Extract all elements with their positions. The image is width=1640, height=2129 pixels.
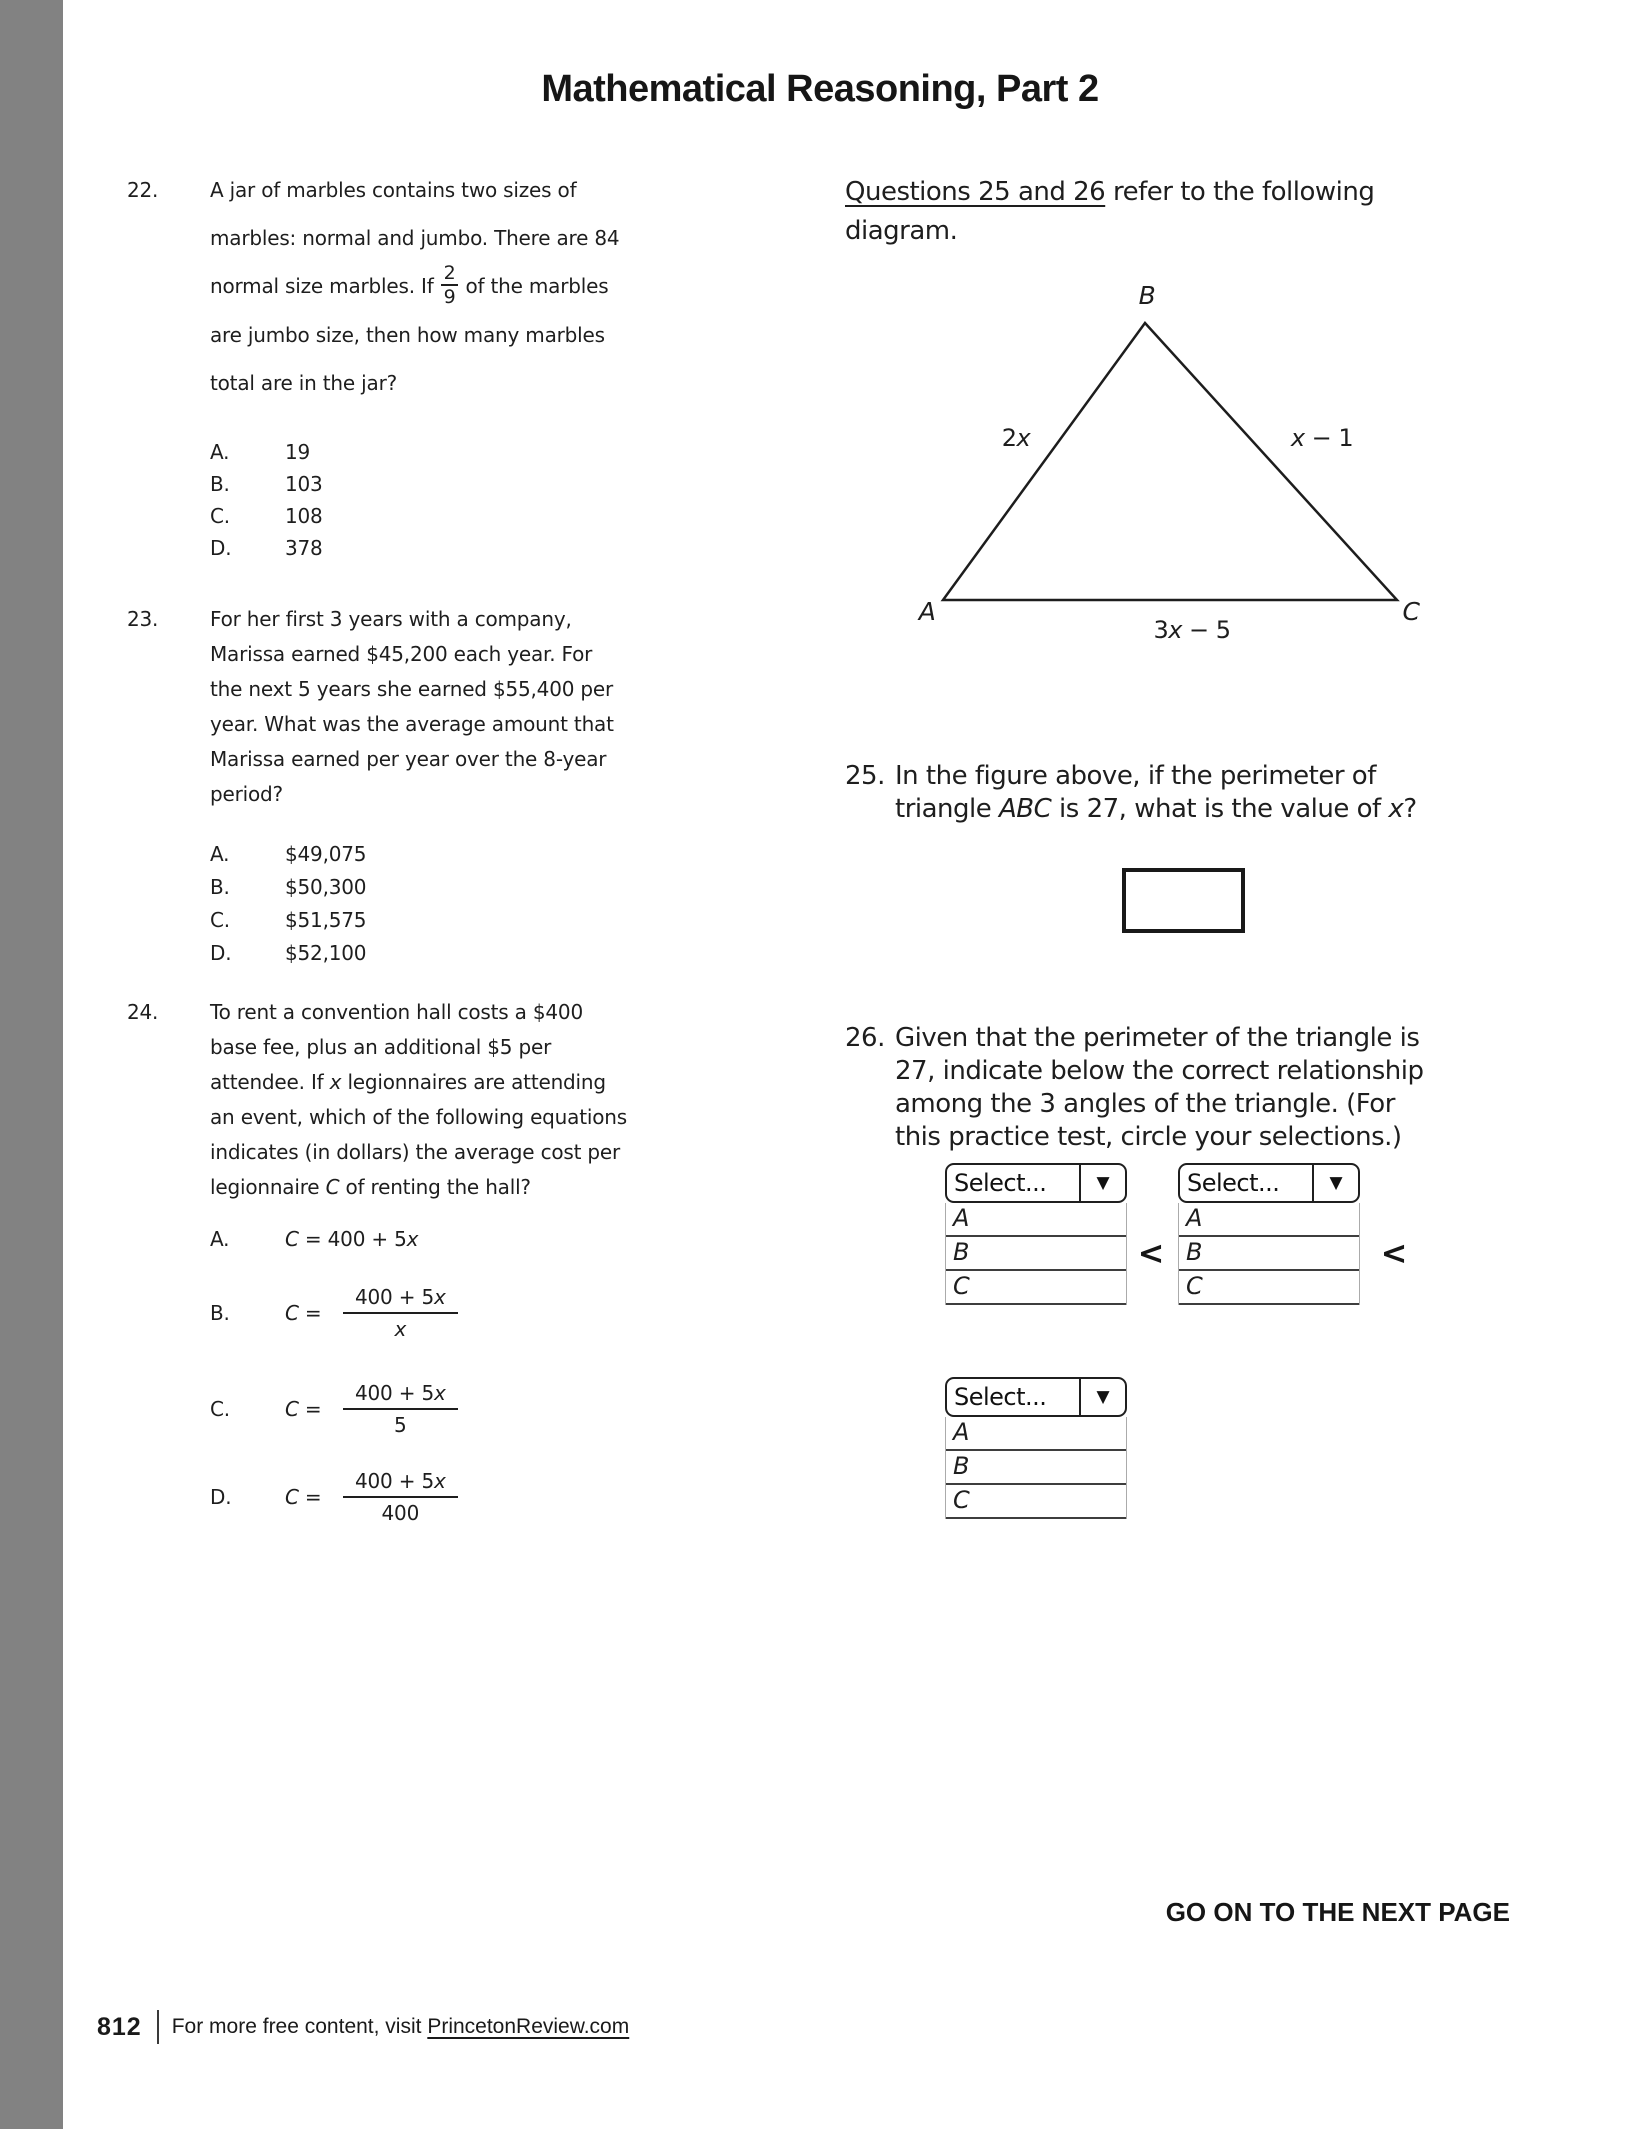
question-text-line: Marissa earned per year over the 8-year bbox=[210, 747, 607, 771]
equation-lead: C = bbox=[285, 1397, 322, 1421]
dropdown-button[interactable] bbox=[1079, 1379, 1125, 1415]
vertex-label-b: B bbox=[1138, 281, 1156, 310]
choice-letter: D. bbox=[210, 941, 232, 965]
question-text-line: legionnaire C of renting the hall? bbox=[210, 1175, 531, 1199]
choice-value: 103 bbox=[285, 472, 323, 496]
fraction-denominator: x bbox=[394, 1317, 407, 1341]
choice-fraction bbox=[343, 1378, 458, 1440]
question-23-text bbox=[210, 602, 614, 812]
choice-row bbox=[210, 937, 366, 970]
choice-fraction bbox=[343, 1282, 458, 1344]
vertex-label-a: A bbox=[918, 597, 936, 626]
choice-row bbox=[210, 1376, 458, 1442]
triangle-outline bbox=[943, 323, 1397, 600]
fraction-numerator: 400 + 5x bbox=[343, 1466, 458, 1498]
less-than-sign: < bbox=[1380, 1234, 1408, 1272]
question-26-text bbox=[895, 1022, 1423, 1154]
dropdown-placeholder: Select... bbox=[954, 1169, 1047, 1197]
question-text-line: marbles: normal and jumbo. There are 84 bbox=[210, 226, 620, 250]
question-text-line: In the figure above, if the perimeter of bbox=[895, 761, 1376, 791]
question-text-line: For her first 3 years with a company, bbox=[210, 607, 572, 631]
choice-value: 378 bbox=[285, 536, 323, 560]
caret-down-icon: ▼ bbox=[1329, 1173, 1343, 1193]
equation-lead: C = bbox=[285, 1485, 322, 1509]
page-number: 812 bbox=[97, 2012, 142, 2041]
fraction-numerator: 400 + 5x bbox=[343, 1282, 458, 1314]
choice-row bbox=[210, 838, 366, 871]
choice-letter: A. bbox=[210, 1227, 230, 1251]
triangle-diagram bbox=[900, 275, 1440, 665]
dropdown-option-list-1 bbox=[945, 1203, 1127, 1305]
dropdown-option[interactable]: C bbox=[946, 1271, 1126, 1305]
angle-select-dropdown-1[interactable] bbox=[945, 1163, 1127, 1203]
choice-letter: C. bbox=[210, 504, 230, 528]
fraction-denominator: 5 bbox=[394, 1413, 407, 1437]
question-text-line: Marissa earned $45,200 each year. For bbox=[210, 642, 593, 666]
side-label-ac: 3x − 5 bbox=[1153, 616, 1231, 644]
question-24-text bbox=[210, 995, 627, 1205]
question-text-line: this practice test, circle your selections.) bbox=[895, 1122, 1402, 1152]
choice-letter: A. bbox=[210, 440, 230, 464]
dropdown-placeholder: Select... bbox=[954, 1383, 1047, 1411]
choice-letter: C. bbox=[210, 908, 230, 932]
choice-row bbox=[210, 532, 323, 564]
dropdown-option-list-3 bbox=[945, 1417, 1127, 1519]
question-text-line: To rent a convention hall costs a $400 bbox=[210, 1000, 583, 1024]
fraction-two-ninths bbox=[441, 262, 459, 308]
question-24-number: 24. bbox=[127, 1000, 159, 1024]
choice-row bbox=[210, 871, 366, 904]
choice-row bbox=[210, 1464, 458, 1530]
choice-row bbox=[210, 1222, 418, 1257]
choice-letter: B. bbox=[210, 472, 230, 496]
question-text-line: normal size marbles. If $\frac{2}{9}$ of the marbles bbox=[210, 261, 609, 308]
dropdown-option[interactable]: B bbox=[946, 1237, 1126, 1271]
question-22-number: 22. bbox=[127, 178, 159, 202]
side-label-ab: 2x bbox=[1001, 424, 1031, 452]
side-label-bc: x − 1 bbox=[1290, 424, 1354, 452]
dropdown-button[interactable] bbox=[1312, 1165, 1358, 1201]
choice-letter: D. bbox=[210, 536, 232, 560]
choice-letter: B. bbox=[210, 875, 230, 899]
answer-input-box[interactable] bbox=[1122, 868, 1245, 933]
diagram-reference-heading bbox=[845, 173, 1374, 251]
footer-divider bbox=[157, 2010, 159, 2044]
choice-value: 19 bbox=[285, 440, 311, 464]
dropdown-option-list-2 bbox=[1178, 1203, 1360, 1305]
question-text-line: total are in the jar? bbox=[210, 370, 398, 395]
vertex-label-c: C bbox=[1402, 597, 1420, 626]
choice-value: $50,300 bbox=[285, 875, 367, 899]
question-text-line: year. What was the average amount that bbox=[210, 712, 614, 736]
fraction-denominator: 400 bbox=[381, 1501, 420, 1525]
question-text-line: the next 5 years she earned $55,400 per bbox=[210, 677, 614, 701]
choice-value: $51,575 bbox=[285, 908, 367, 932]
question-25-number: 25. bbox=[845, 761, 885, 791]
choice-fraction bbox=[343, 1466, 458, 1528]
dropdown-option[interactable]: B bbox=[946, 1451, 1126, 1485]
dropdown-option[interactable]: B bbox=[1179, 1237, 1359, 1271]
choice-value: $52,100 bbox=[285, 941, 367, 965]
question-text-line: A jar of marbles contains two sizes of bbox=[210, 178, 577, 202]
question-23-choices bbox=[210, 838, 366, 970]
choice-row bbox=[210, 500, 323, 532]
choice-row bbox=[210, 468, 323, 500]
question-text-line: Given that the perimeter of the triangle is bbox=[895, 1023, 1420, 1053]
question-26-number: 26. bbox=[845, 1023, 885, 1053]
fraction-denominator: 9 bbox=[443, 285, 456, 308]
question-25-text bbox=[895, 760, 1417, 826]
choice-letter: D. bbox=[210, 1485, 232, 1509]
equation-lead: C = bbox=[285, 1301, 322, 1325]
fraction-numerator: 2 bbox=[441, 262, 459, 286]
dropdown-option[interactable]: A bbox=[946, 1203, 1126, 1237]
caret-down-icon: ▼ bbox=[1096, 1387, 1110, 1407]
choice-value: 108 bbox=[285, 504, 323, 528]
question-22-choices bbox=[210, 436, 323, 564]
page-footer bbox=[97, 2010, 629, 2044]
question-text-line: triangle ABC is 27, what is the value of x? bbox=[895, 794, 1417, 824]
dropdown-option[interactable]: C bbox=[1179, 1271, 1359, 1305]
question-text-line: 27, indicate below the correct relationship bbox=[895, 1056, 1424, 1086]
choice-row bbox=[210, 436, 323, 468]
fraction-numerator: 400 + 5x bbox=[343, 1378, 458, 1410]
question-text-line: an event, which of the following equations bbox=[210, 1105, 627, 1129]
question-23-number: 23. bbox=[127, 607, 159, 631]
question-text-line: period? bbox=[210, 782, 283, 806]
dropdown-option[interactable]: C bbox=[946, 1485, 1126, 1519]
heading-line: Questions 25 and 26 refer to the following bbox=[845, 177, 1375, 207]
dropdown-option[interactable]: A bbox=[1179, 1203, 1359, 1237]
choice-row bbox=[210, 904, 366, 937]
choice-letter: A. bbox=[210, 842, 230, 866]
question-22-text bbox=[210, 166, 619, 407]
question-text-line: attendee. If x legionnaires are attending bbox=[210, 1070, 606, 1094]
question-text-line: indicates (in dollars) the average cost per bbox=[210, 1140, 621, 1164]
choice-letter: B. bbox=[210, 1301, 230, 1325]
dropdown-option[interactable]: A bbox=[946, 1417, 1126, 1451]
choice-letter: C. bbox=[210, 1397, 230, 1421]
question-text-line: are jumbo size, then how many marbles bbox=[210, 322, 605, 347]
triangle-figure bbox=[900, 275, 1440, 665]
dropdown-button[interactable] bbox=[1079, 1165, 1125, 1201]
angle-select-dropdown-2[interactable] bbox=[1178, 1163, 1360, 1203]
heading-line: diagram. bbox=[845, 216, 958, 246]
footer-text: For more free content, visit PrincetonReview.com bbox=[171, 2015, 630, 2038]
question-text-line: among the 3 angles of the triangle. (For bbox=[895, 1089, 1395, 1119]
question-text-line: base fee, plus an additional $5 per bbox=[210, 1035, 552, 1059]
choice-equation: C = 400 + 5x bbox=[285, 1227, 419, 1251]
page-title: Mathematical Reasoning, Part 2 bbox=[541, 68, 1099, 111]
left-margin-bar bbox=[0, 0, 63, 2129]
princeton-review-link[interactable]: PrincetonReview.com bbox=[427, 2015, 630, 2038]
angle-select-dropdown-3[interactable] bbox=[945, 1377, 1127, 1417]
go-on-next-page-label: GO ON TO THE NEXT PAGE bbox=[1165, 1897, 1510, 1927]
choice-row bbox=[210, 1280, 458, 1346]
less-than-sign: < bbox=[1137, 1234, 1165, 1272]
choice-value: $49,075 bbox=[285, 842, 367, 866]
caret-down-icon: ▼ bbox=[1096, 1173, 1110, 1193]
dropdown-placeholder: Select... bbox=[1187, 1169, 1280, 1197]
